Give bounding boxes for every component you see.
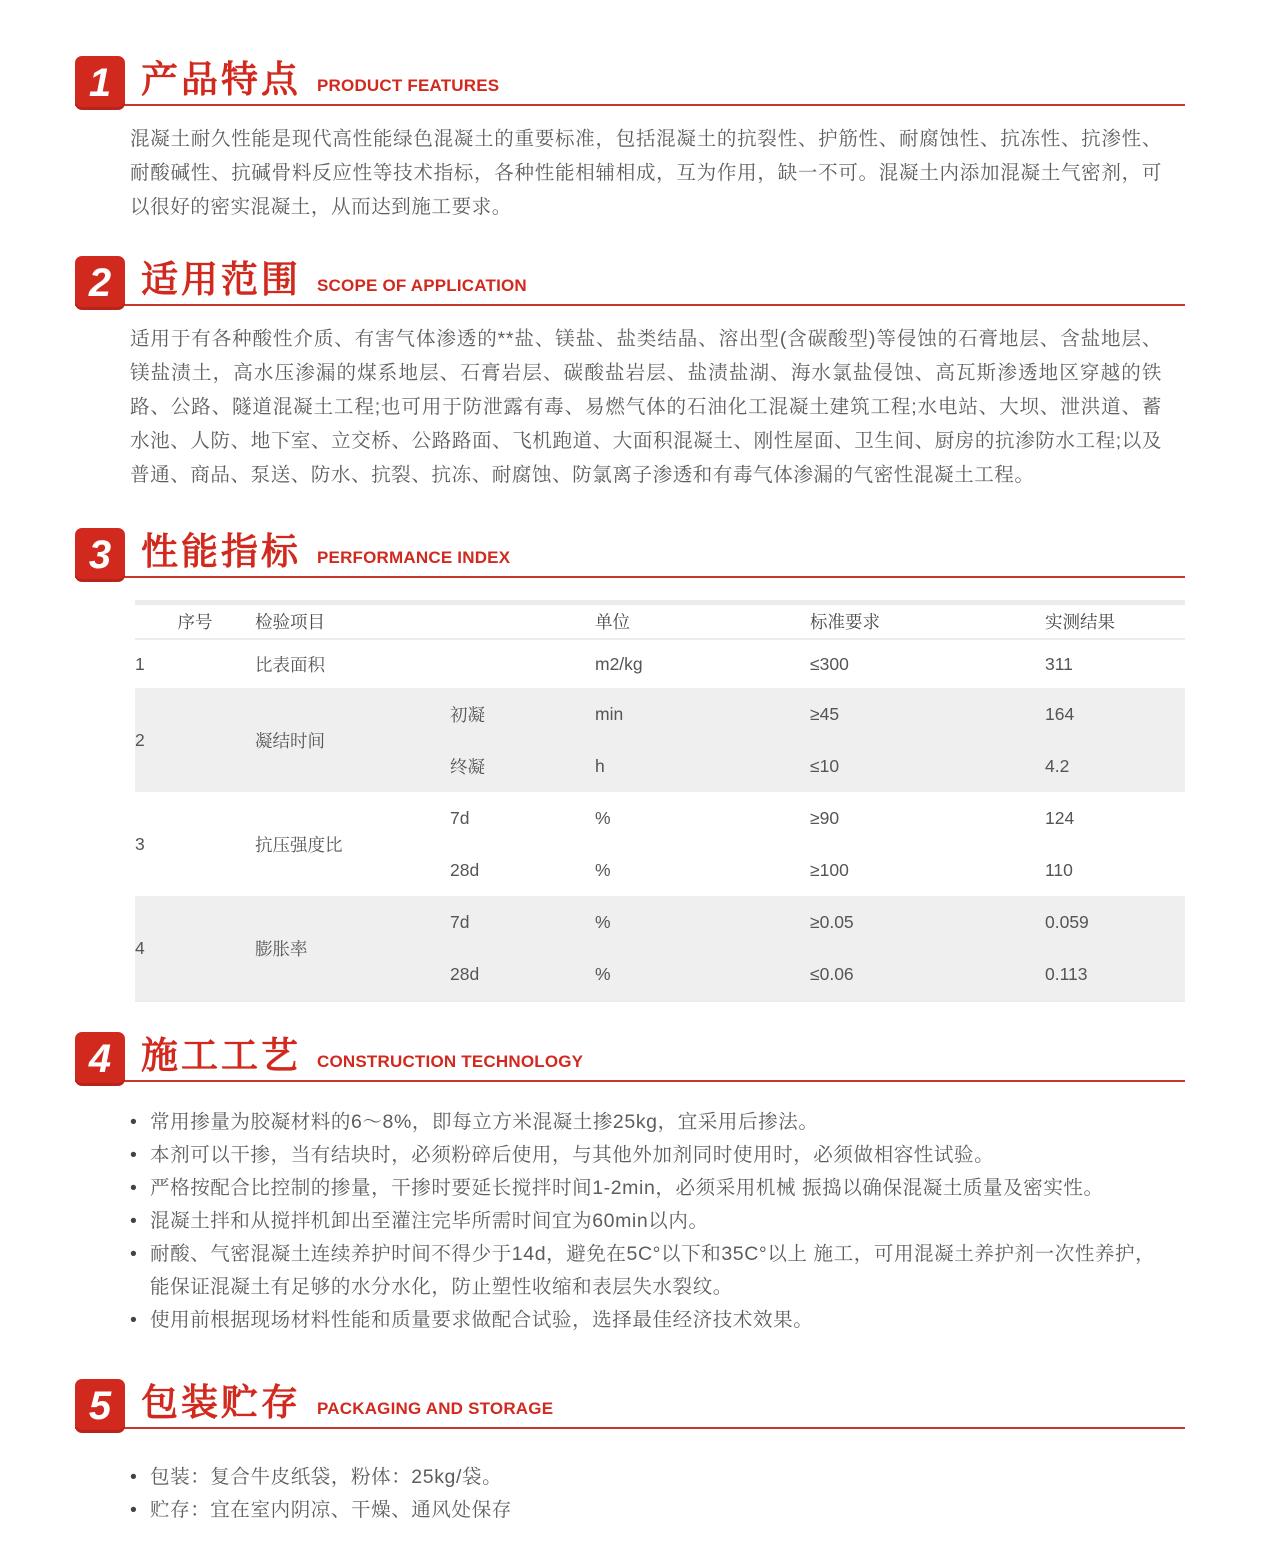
section-title-zh: 施工工艺 xyxy=(141,1035,301,1076)
cell-result: 164 xyxy=(1045,703,1075,724)
construction-bullet-list xyxy=(130,1106,1170,1337)
section-title-en: PRODUCT FEATURES xyxy=(317,76,500,95)
section-header xyxy=(75,1373,1185,1429)
cell-result: 124 xyxy=(1045,807,1075,828)
cell-req: ≤0.06 xyxy=(810,963,854,984)
section-title-en: PACKAGING AND STORAGE xyxy=(317,1399,554,1418)
cell-unit: % xyxy=(595,911,611,932)
col-header-result: 实测结果 xyxy=(1045,612,1115,632)
cell-no: 3 xyxy=(135,833,145,854)
cell-req: ≥100 xyxy=(810,859,849,880)
cell-sub: 终凝 xyxy=(450,756,485,777)
section-packaging-and-storage xyxy=(0,1373,1280,1527)
cell-item: 膨胀率 xyxy=(255,938,308,959)
cell-result: 0.113 xyxy=(1045,963,1088,984)
table-row xyxy=(135,896,1185,1000)
cell-req: ≥45 xyxy=(810,703,840,724)
col-header-no: 序号 xyxy=(177,612,213,632)
cell-unit: m2/kg xyxy=(595,653,643,674)
bullet-item: • 常用掺量为胶凝材料的6～8%，即每立方米混凝土掺25kg，宜采用后掺法。 xyxy=(130,1106,1170,1139)
cell-item: 抗压强度比 xyxy=(255,834,343,855)
section-title-en: SCOPE OF APPLICATION xyxy=(317,276,527,295)
section-header xyxy=(75,50,1185,106)
section-number-badge: 5 xyxy=(75,1379,125,1433)
cell-result: 0.059 xyxy=(1045,911,1089,932)
product-features-paragraph: 混凝土耐久性能是现代高性能绿色混凝土的重要标准，包括混凝土的抗裂性、护筋性、耐腐蚀性、抗冻性、抗渗性、耐酸碱性、抗碱骨料反应性等技术指标，各种性能相辅相成，互为作用，缺一不可。混凝土内添加混凝土气密剂，可以很好的密实混凝土，从而达到施工要求。 xyxy=(130,128,1162,218)
cell-unit: min xyxy=(595,703,624,724)
table-row xyxy=(135,640,1185,688)
cell-no: 1 xyxy=(135,653,145,674)
col-header-unit: 单位 xyxy=(595,612,630,632)
section-number-badge: 4 xyxy=(75,1032,125,1086)
section-number-badge: 2 xyxy=(75,256,125,310)
cell-result: 110 xyxy=(1045,859,1073,880)
col-header-req: 标准要求 xyxy=(810,612,880,632)
cell-item: 比表面积 xyxy=(255,654,325,675)
cell-unit: % xyxy=(595,963,611,984)
packaging-bullet-list xyxy=(130,1461,1170,1527)
cell-req: ≤300 xyxy=(810,653,849,674)
cell-req: ≥0.05 xyxy=(810,911,854,932)
table-row xyxy=(135,688,1185,792)
bullet-item: • 使用前根据现场材料性能和质量要求做配合试验，选择最佳经济技术效果。 xyxy=(130,1304,1170,1337)
section-header xyxy=(75,522,1185,578)
bullet-item: • 耐酸、气密混凝土连续养护时间不得少于14d，避免在5C°以下和35C°以上 施工，可用混凝土养护剂一次性养护，能保证混凝土有足够的水分水化，防止塑性收缩和表层失水裂纹。 xyxy=(130,1238,1170,1304)
cell-result: 311 xyxy=(1045,653,1073,674)
bullet-item: • 混凝土拌和从搅拌机卸出至灌注完毕所需时间宜为60min以内。 xyxy=(130,1205,1170,1238)
cell-sub: 28d xyxy=(450,963,480,984)
table-row xyxy=(135,792,1185,896)
col-header-item: 检验项目 xyxy=(255,612,325,632)
section-title-zh: 适用范围 xyxy=(141,259,301,300)
section-header xyxy=(75,1026,1185,1082)
cell-req: ≥90 xyxy=(810,807,840,828)
section-number-badge: 1 xyxy=(75,56,125,110)
section-title-en: PERFORMANCE INDEX xyxy=(317,548,511,567)
cell-unit: % xyxy=(595,859,611,880)
performance-table xyxy=(135,600,1185,1002)
section-scope-of-application xyxy=(0,250,1280,492)
section-header xyxy=(75,250,1185,306)
cell-unit: % xyxy=(595,807,611,828)
bullet-item: • 包装：复合牛皮纸袋，粉体：25kg/袋。 xyxy=(130,1461,1170,1494)
cell-no: 2 xyxy=(135,729,145,750)
section-title-zh: 性能指标 xyxy=(141,531,301,572)
cell-sub: 7d xyxy=(450,807,470,828)
cell-sub: 初凝 xyxy=(450,704,485,725)
cell-sub: 28d xyxy=(450,859,480,880)
section-title-zh: 包装贮存 xyxy=(141,1382,301,1423)
bullet-item: • 本剂可以干掺，当有结块时，必须粉碎后使用，与其他外加剂同时使用时，必须做相容性试验。 xyxy=(130,1139,1170,1172)
cell-item: 凝结时间 xyxy=(255,730,325,751)
section-performance-index xyxy=(0,522,1280,1002)
table-header-row xyxy=(135,600,1185,640)
cell-req: ≤10 xyxy=(810,755,840,776)
section-title-zh: 产品特点 xyxy=(141,59,301,100)
bullet-item: • 严格按配合比控制的掺量，干掺时要延长搅拌时间1-2min，必须采用机械 振捣以确保混凝土质量及密实性。 xyxy=(130,1172,1170,1205)
cell-sub: 7d xyxy=(450,911,470,932)
bullet-item: • 贮存：宜在室内阴凉、干燥、通风处保存 xyxy=(130,1494,1170,1527)
cell-no: 4 xyxy=(135,937,145,958)
section-product-features xyxy=(0,50,1280,224)
cell-result: 4.2 xyxy=(1045,755,1070,776)
cell-unit: h xyxy=(595,755,605,776)
section-construction-technology xyxy=(0,1026,1280,1337)
scope-paragraph: 适用于有各种酸性介质、有害气体渗透的**盐、镁盐、盐类结晶、溶出型(含碳酸型)等侵蚀的石膏地层、含盐地层、镁盐渍土，高水压渗漏的煤系地层、石膏岩层、碳酸盐岩层、盐渍盐湖、海水氯盐侵蚀、高瓦斯渗透地区穿越的铁路、公路、隧道混凝土工程;也可用于防泄露有毒、易燃气体的石油化工混凝土建筑工程;水电站、大坝、泄洪道、蓄水池、人防、地下室、立交桥、公路路面、飞机跑道、大面积混凝土、刚性屋面、卫生间、厨房的抗渗防水工程;以及普通、商品、泵送、防水、抗裂、抗冻、耐腐蚀、防氯离子渗透和有毒气体渗漏的气密性混凝土工程。 xyxy=(130,328,1162,486)
section-title-en: CONSTRUCTION TECHNOLOGY xyxy=(317,1052,584,1071)
section-number-badge: 3 xyxy=(75,528,125,582)
